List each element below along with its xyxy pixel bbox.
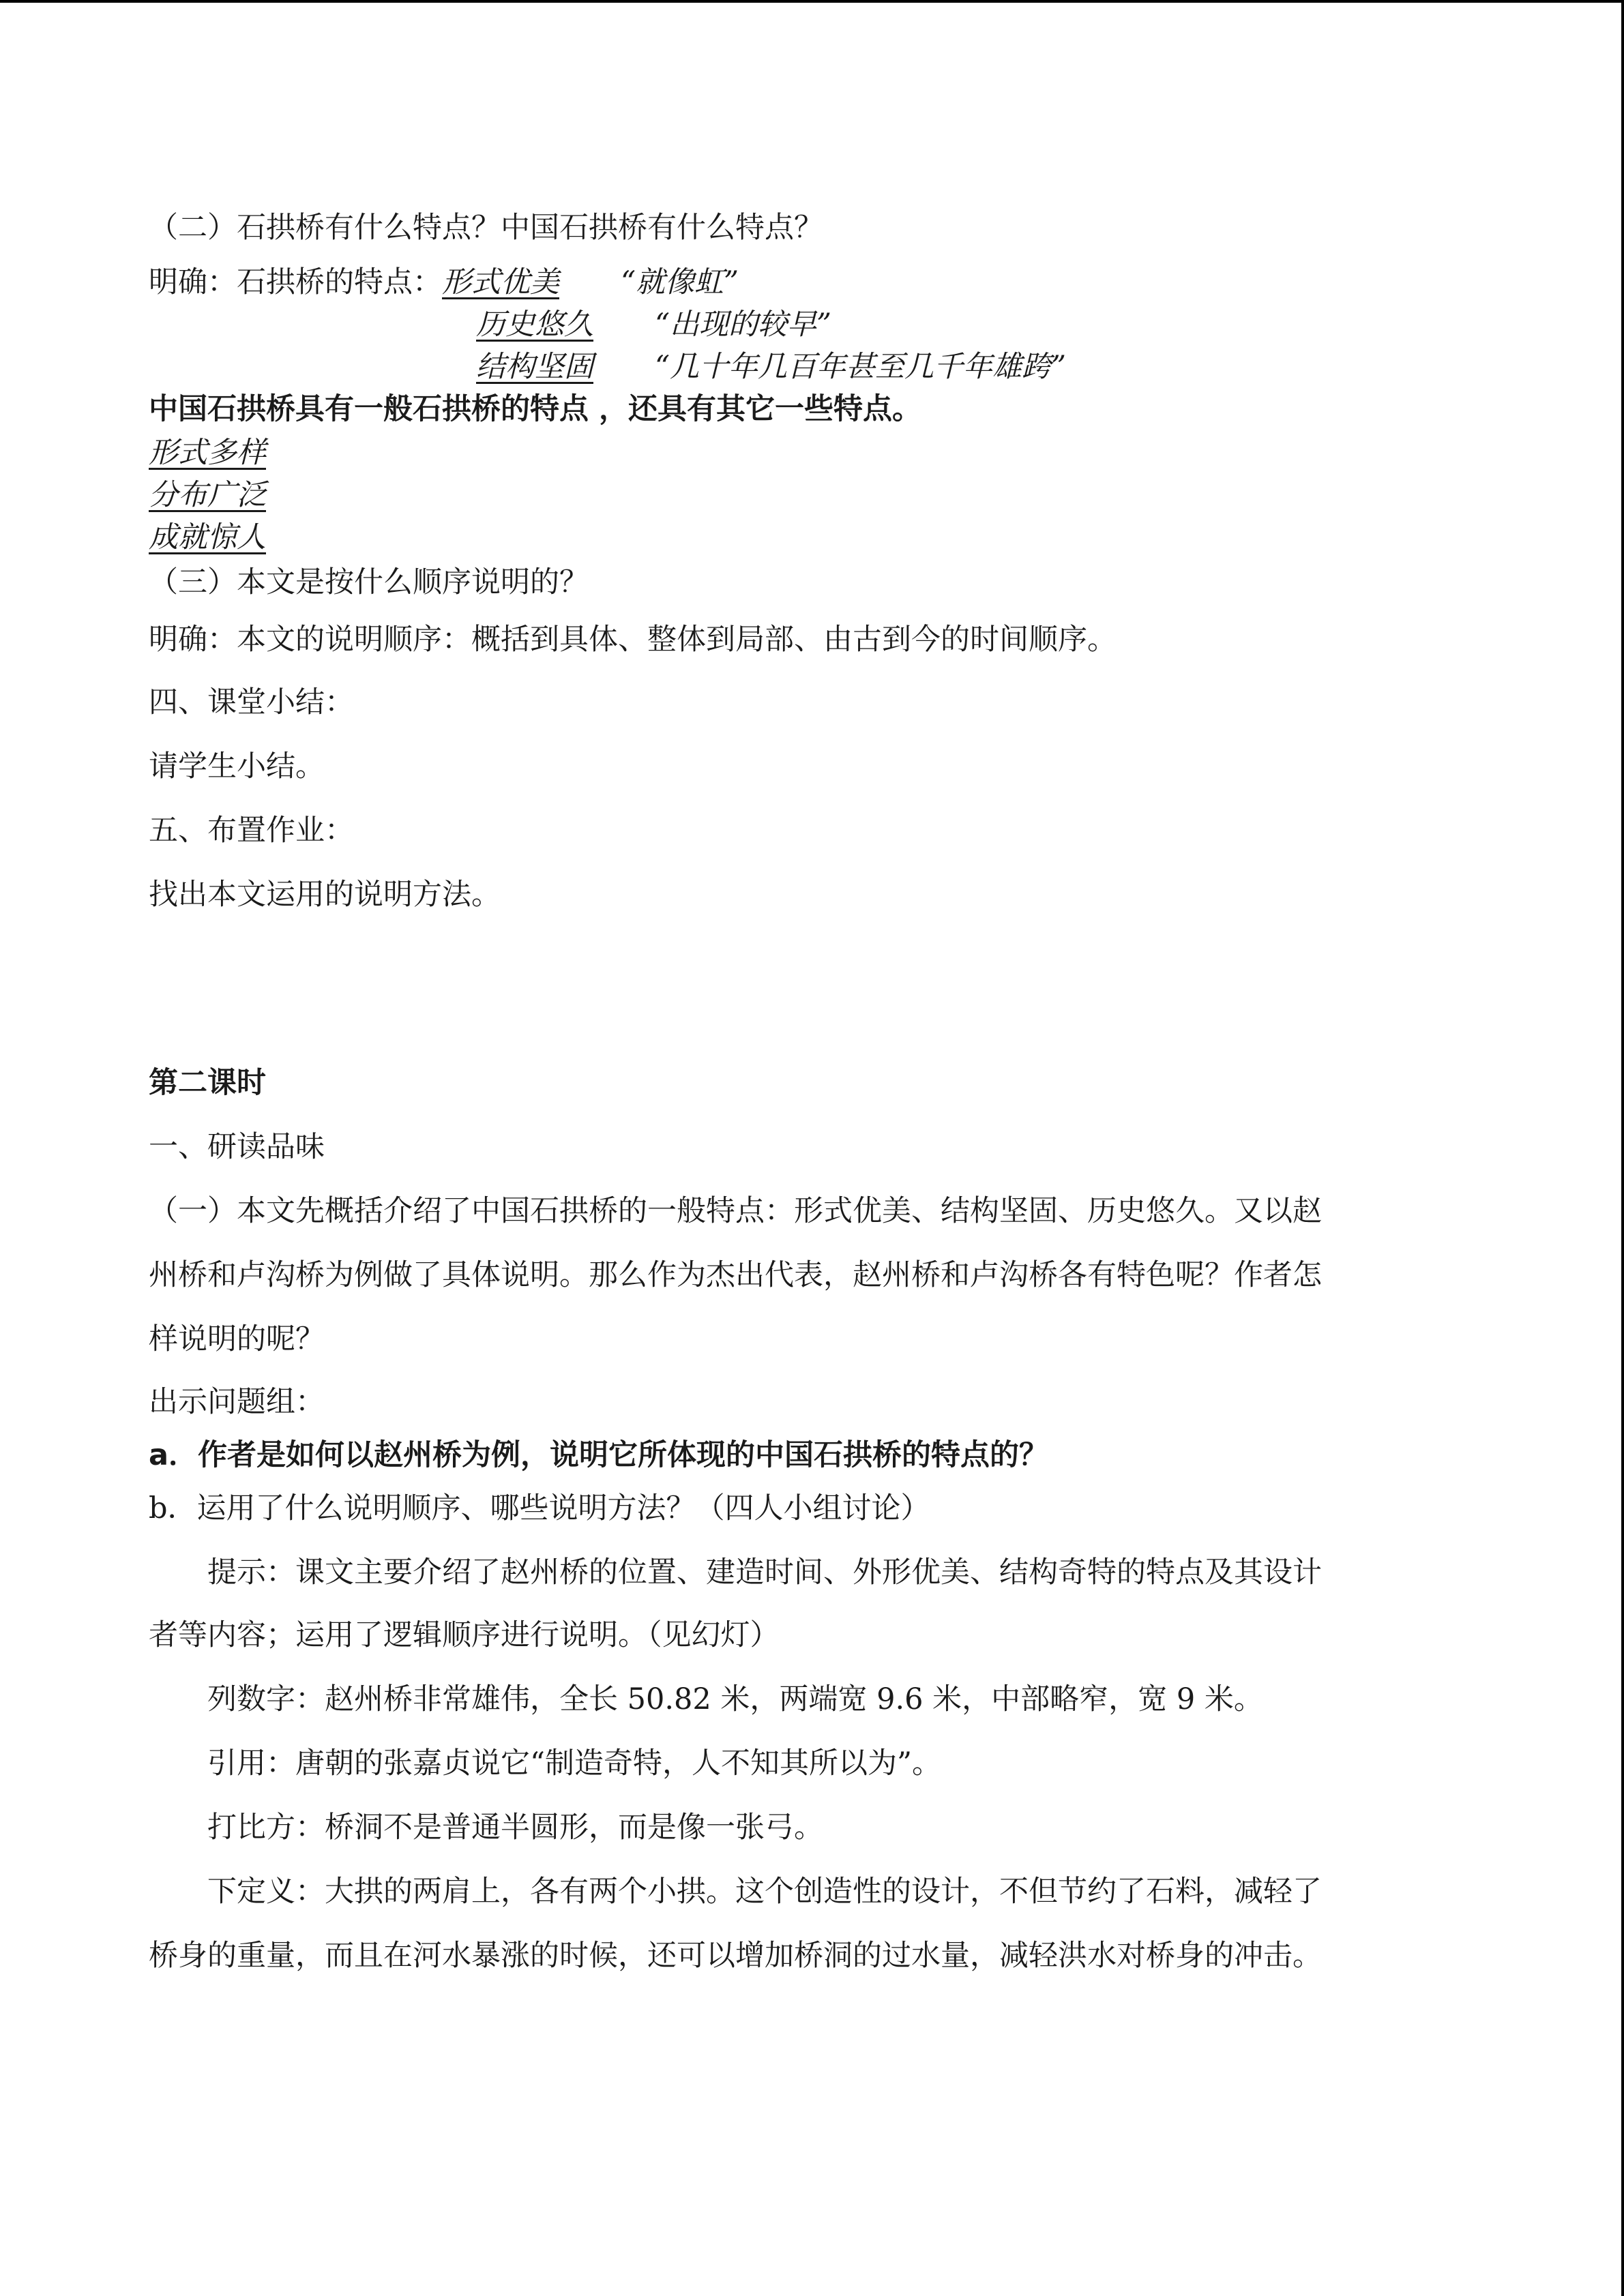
summary-heading: 四、课堂小结： [149,685,354,719]
summary-text: 请学生小结。 [149,749,325,784]
question-group-label: 出示问题组： [149,1385,325,1419]
homework-text: 找出本文运用的说明方法。 [149,878,501,912]
feature-quote: “出现的较早” [655,308,831,342]
section2-heading: （二）石拱桥有什么特点？中国石拱桥有什么特点？ [149,211,823,245]
feature-name: 历史悠久 [476,308,593,342]
feature-quote: “就像虹” [621,265,739,299]
hint-line-2: 者等内容；运用了逻辑顺序进行说明。（见幻灯） [149,1618,780,1652]
china-note: 中国石拱桥具有一般石拱桥的特点 ，还具有其它一些特点。 [149,392,921,426]
feature-name: 结构坚固 [476,350,593,384]
lesson2-title: 第二课时 [149,1066,266,1100]
intro-line-3: 样说明的呢？ [149,1322,325,1356]
china-feature-3: 成就惊人 [149,520,266,554]
clarify-label: 明确：石拱桥的特点： [149,265,442,299]
feature-row-3 [476,344,1066,385]
section3-clarify: 明确：本文的说明顺序：概括到具体、整体到局部、由古到今的时间顺序。 [149,623,1117,657]
section3-heading: （三）本文是按什么顺序说明的？ [149,565,589,599]
numbers-method: 列数字：赵州桥非常雄伟，全长 50.82 米，两端宽 9.6 米，中部略窄，宽 9 米。 [207,1682,1263,1716]
analogy-method: 打比方：桥洞不是普通半圆形，而是像一张弓。 [207,1810,823,1845]
intro-line-1: （一）本文先概括介绍了中国石拱桥的一般特点：形式优美、结构坚固、历史悠久。又以赵 [149,1194,1322,1228]
china-feature-2: 分布广泛 [149,478,266,512]
page-right-border [1621,0,1624,2296]
lesson2-part1: 一、研读品味 [149,1130,325,1164]
intro-line-2: 州桥和卢沟桥为例做了具体说明。那么作为杰出代表，赵州桥和卢沟桥各有特色呢？作者怎 [149,1258,1322,1292]
definition-line-2: 桥身的重量，而且在河水暴涨的时候，还可以增加桥洞的过水量，减轻洪水对桥身的冲击。 [149,1939,1322,1973]
page-top-border [0,0,1624,3]
feature-row-2 [476,301,831,343]
hint-line-1: 提示：课文主要介绍了赵州桥的位置、建造时间、外形优美、结构奇特的特点及其设计 [207,1555,1322,1590]
feature-row-1 [149,259,739,301]
homework-heading: 五、布置作业： [149,814,354,848]
question-b: b．运用了什么说明顺序、哪些说明方法？（四人小组讨论） [149,1491,930,1525]
question-a: a．作者是如何以赵州桥为例，说明它所体现的中国石拱桥的特点的？ [149,1438,1049,1472]
quote-method: 引用：唐朝的张嘉贞说它“制造奇特，人不知其所以为”。 [207,1746,941,1780]
china-feature-1: 形式多样 [149,436,266,470]
definition-line-1: 下定义：大拱的两肩上，各有两个小拱。这个创造性的设计，不但节约了石料，减轻了 [207,1875,1322,1909]
feature-quote: “几十年几百年甚至几千年雄跨” [655,350,1066,384]
feature-name: 形式优美 [442,265,559,299]
